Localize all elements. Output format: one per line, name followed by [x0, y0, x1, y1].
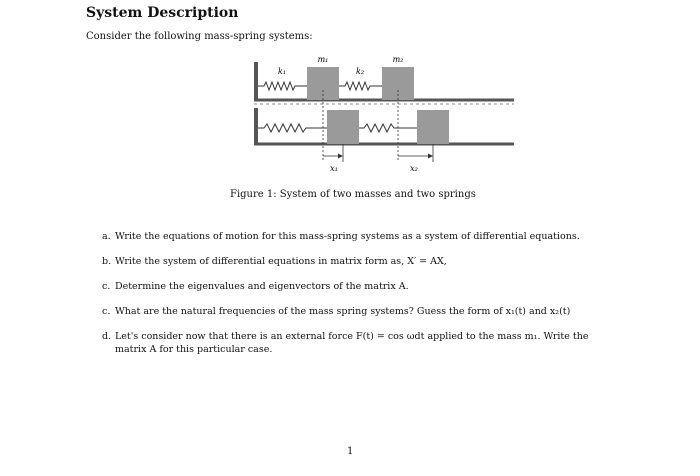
- label-m1: m₁: [317, 55, 329, 64]
- document-page: [70, 0, 700, 476]
- question-list: [102, 230, 632, 368]
- figure-caption: Figure 1: System of two masses and two springs: [230, 189, 476, 200]
- arrow-x2-head: [428, 154, 433, 159]
- mass-m2-bottom: [417, 110, 449, 144]
- spring-k2-top: [339, 82, 382, 90]
- left-margin-strip: [0, 0, 70, 476]
- section-title: System Description: [86, 5, 239, 21]
- list-item: [102, 330, 632, 356]
- item-text: Determine the eigenvalues and eigenvectors of the matrix A.: [115, 281, 409, 292]
- bottom-wall: [254, 108, 258, 144]
- mass-m1-bottom: [327, 110, 359, 144]
- top-wall: [254, 62, 258, 100]
- item-text: Write the equations of motion for this mass-spring systems as a system of differential equations.: [115, 231, 580, 242]
- page-number: 1: [347, 446, 354, 457]
- list-item: [102, 230, 632, 243]
- spring-k1-top: [258, 82, 307, 90]
- label-x1: x₁: [330, 164, 338, 173]
- item-text: Write the system of differential equations in matrix form as, X′ = AX,: [115, 256, 447, 267]
- item-label: d.: [102, 331, 112, 342]
- arrow-x1-head: [338, 154, 343, 159]
- list-item: [102, 305, 632, 318]
- label-m2: m₂: [392, 55, 404, 64]
- intro-text: Consider the following mass-spring systems:: [86, 31, 313, 42]
- item-label: c.: [102, 306, 111, 317]
- item-label: a.: [102, 231, 111, 242]
- spring-k1-bottom: [258, 124, 327, 132]
- item-label: b.: [102, 256, 112, 267]
- spring-k2-bottom: [359, 124, 417, 132]
- item-label: c.: [102, 281, 111, 292]
- mass-spring-figure: [252, 50, 542, 180]
- item-text: Let's consider now that there is an external force F(t) = cos ωdt applied to the mass m₁. Write the: [115, 331, 589, 342]
- item-text: What are the natural frequencies of the mass spring systems? Guess the form of x₁(t) and x₂(t): [115, 306, 571, 317]
- list-item: [102, 255, 632, 268]
- label-k2: k₂: [355, 67, 365, 76]
- label-k1: k₁: [277, 67, 287, 76]
- item-text-continued: matrix A for this particular case.: [115, 344, 273, 355]
- label-x2: x₂: [410, 164, 418, 173]
- list-item: [102, 280, 632, 293]
